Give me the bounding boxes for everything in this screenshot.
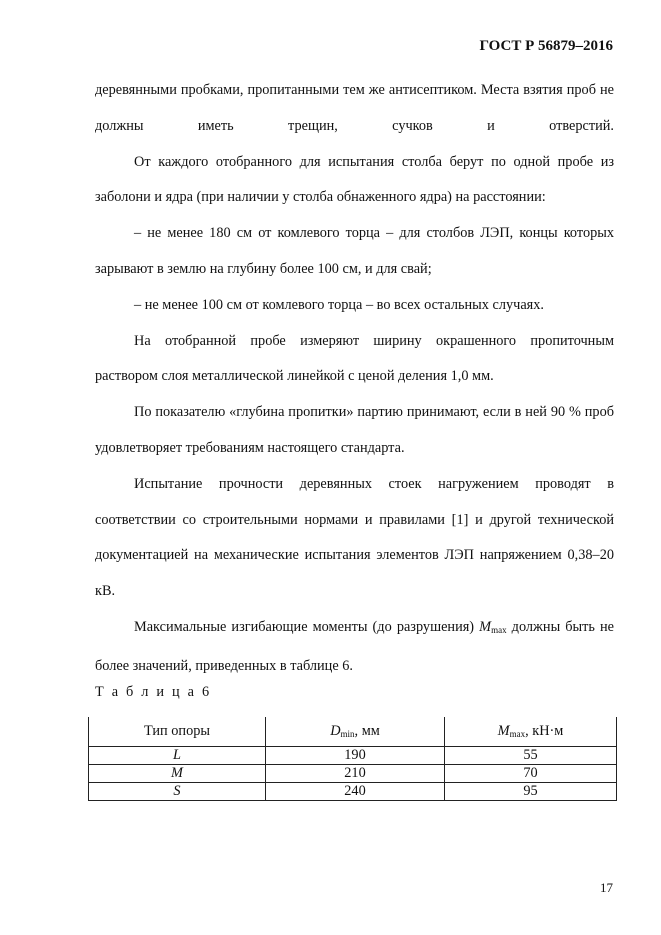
m-unit: , кН·м xyxy=(525,723,564,739)
document-header: ГОСТ Р 56879–2016 xyxy=(479,38,613,54)
d-unit: , мм xyxy=(354,723,380,739)
paragraph: деревянными пробками, пропитанными тем же антисептиком. Места взятия проб не должны иметь трещин, сучков и отверстий. xyxy=(95,82,614,134)
text-fragment: Максимальные изгибающие моменты (до разрушения) xyxy=(134,618,480,635)
table-row xyxy=(89,765,617,783)
page-number: 17 xyxy=(600,880,613,895)
d-symbol: D xyxy=(330,723,341,739)
cell-d-min: 210 xyxy=(266,765,445,783)
cell-type: S xyxy=(89,783,266,801)
cell-m-max: 95 xyxy=(445,783,617,801)
paragraph-moments xyxy=(95,610,614,685)
d-subscript: min xyxy=(340,729,355,739)
body-text xyxy=(95,73,614,685)
table-row xyxy=(89,783,617,801)
header-m-max xyxy=(445,717,617,747)
table-6 xyxy=(88,717,617,801)
text-fragment: должны быть не более значений, приведенных в таблице 6. xyxy=(95,618,615,674)
table-row xyxy=(89,747,617,765)
list-item: – не менее 100 см от комлевого торца – во всех остальных случаях. xyxy=(134,296,544,313)
header-support-type: Тип опоры xyxy=(89,717,266,747)
m-subscript: max xyxy=(509,729,526,739)
cell-m-max: 70 xyxy=(445,765,617,783)
paragraph: По показателю «глубина пропитки» партию принимают, если в ней 90 % проб удовлетворяет требованиям настоящего стандарта. xyxy=(95,404,614,456)
cell-d-min: 190 xyxy=(266,747,445,765)
cell-type: M xyxy=(89,765,266,783)
m-symbol: M xyxy=(497,723,510,739)
moment-symbol: M xyxy=(479,618,492,635)
table-title: Т а б л и ц а 6 xyxy=(95,684,212,700)
moment-subscript: max xyxy=(491,624,507,635)
paragraph: Испытание прочности деревянных стоек нагружением проводят в соответствии со строительными нормами и правилами [1] и другой технической документацией на механические испытания элементов ЛЭП напряжением 0,38–20 кВ. xyxy=(95,475,614,600)
cell-d-min: 240 xyxy=(266,783,445,801)
header-d-min xyxy=(266,717,445,747)
list-item: – не менее 180 см от комлевого торца – для столбов ЛЭП, концы которых зарывают в землю на глубину более 100 см, и для свай; xyxy=(95,225,614,277)
paragraph: От каждого отобранного для испытания столба берут по одной пробе из заболони и ядра (при наличии у столба обнаженного ядра) на расстоянии: xyxy=(95,153,614,206)
cell-m-max: 55 xyxy=(445,747,617,765)
cell-type: L xyxy=(89,747,266,765)
paragraph: На отобранной пробе измеряют ширину окрашенного пропиточным раствором слоя металлической линейкой с ценой деления 1,0 мм. xyxy=(95,332,614,385)
table-header-row xyxy=(89,717,617,747)
